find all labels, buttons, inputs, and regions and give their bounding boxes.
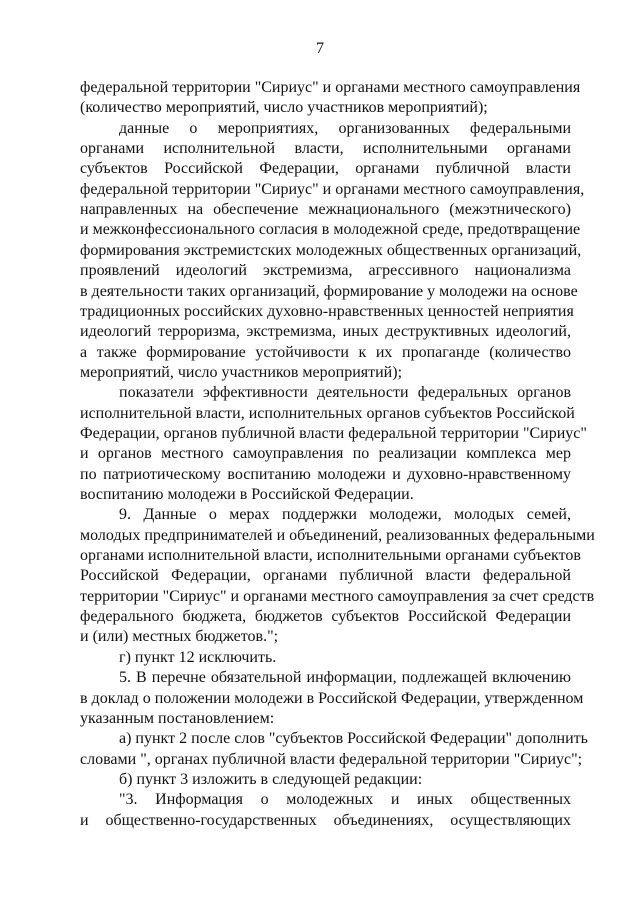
text-line: (количество мероприятий, число участников мероприятий); [80,99,488,117]
text-line: "3. Информация о молодежных и иных общественных [119,791,571,809]
text-line: указанным постановлением: [80,709,275,727]
text-line: и (или) местных бюджетов."; [80,628,279,646]
text-line: традиционных российских духовно-нравственных ценностей неприятия [80,302,574,320]
text-line: и общественно-государственных объединениях, осуществляющих [80,811,571,829]
text-line: формирования экстремистских молодежных общественных организаций, [80,241,582,259]
text-line: органами исполнительной власти, исполнительными органами субъектов [80,547,581,565]
text-line: и органов местного самоуправления по реализации комплекса мер [80,445,571,463]
text-line: федеральной территории "Сириус" и органами местного самоуправления, [80,180,585,198]
text-line: органами исполнительной власти, исполнительными органами [80,140,571,158]
text-line: 9. Данные о мерах поддержки молодежи, молодых семей, [119,506,571,524]
text-line: словами ", органах публичной власти федеральной территории "Сириус"; [80,750,583,768]
text-line: федеральной территории "Сириус" и органами местного самоуправления [80,79,581,96]
text-line: по патриотическому воспитанию молодежи и духовно-нравственному [80,465,571,483]
text-line: показатели эффективности деятельности федеральных органов [119,384,571,402]
text-line: данные о мероприятиях, организованных федеральными [119,119,571,137]
text-line: а) пункт 2 после слов "субъектов Российской Федерации" дополнить [119,730,588,748]
text-line: территории "Сириус" и органами местного самоуправления за счет средств [80,587,595,605]
text-line: 5. В перечне обязательной информации, подлежащей включению [119,669,571,687]
text-line: федерального бюджета, бюджетов субъектов Российской Федерации [80,608,571,626]
text-line: воспитанию молодежи в Российской Федерации. [80,486,414,503]
text-line: в доклад о положении молодежи в Российской Федерации, утвержденном [80,689,584,707]
text-line: г) пункт 12 исключить. [119,648,277,666]
text-line: мероприятий, число участников мероприятий); [80,363,403,381]
text-line: Российской Федерации, органами публичной власти федеральной [80,567,571,585]
page-number: 7 [316,40,324,57]
text-line: идеологий терроризма, экстремизма, иных деструктивных идеологий, [80,323,571,341]
text-line: субъектов Российской Федерации, органами публичной власти [80,160,571,178]
text-line: в деятельности таких организаций, формирование у молодежи на основе [80,282,578,300]
text-line: и межконфессионального согласия в молодежной среде, предотвращение [80,221,581,239]
text-line: а также формирование устойчивости к их пропаганде (количество [80,343,571,361]
text-line: проявлений идеологий экстремизма, агрессивного национализма [80,262,571,280]
text-line: исполнительной власти, исполнительных органов субъектов Российской [80,404,575,422]
text-line: б) пункт 3 изложить в следующей редакции: [119,770,423,788]
text-line: Федерации, органов публичной власти федеральной территории "Сириус" [80,424,587,442]
text-line: направленных на обеспечение межнационального (межэтнического) [80,201,571,219]
text-line: молодых предпринимателей и объединений, реализованных федеральными [80,526,595,544]
